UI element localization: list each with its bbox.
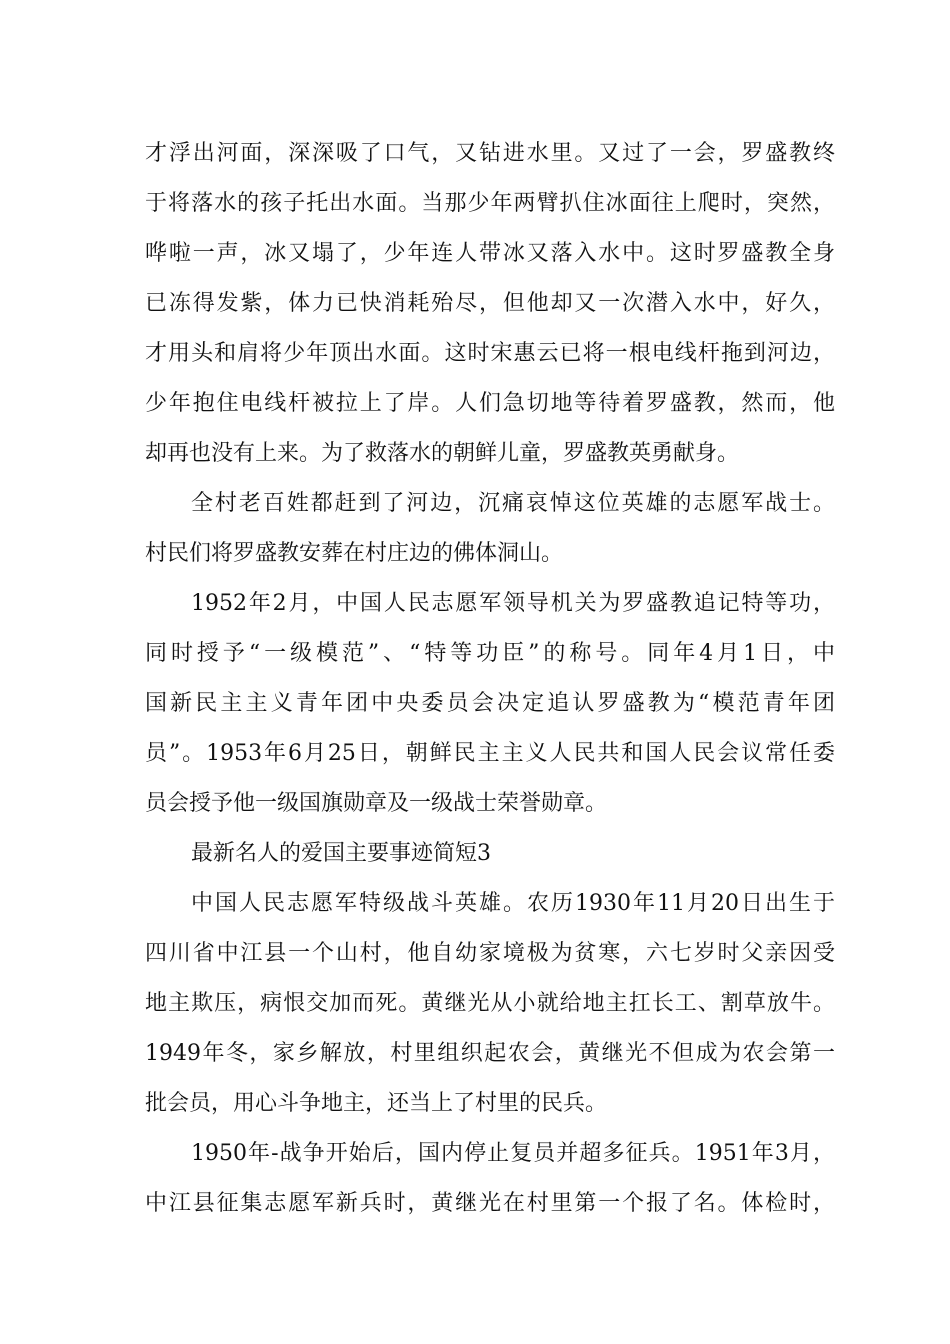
text-line: 少年抱住电线杆被拉上了岸。人们急切地等待着罗盛教，然而，他 — [145, 391, 835, 416]
paragraph-start-line: 全村老百姓都赶到了河边，沉痛哀悼这位英雄的志愿军战士。 — [191, 491, 835, 516]
text-line: 于将落水的孩子托出水面。当那少年两臂扒住冰面往上爬时，突然， — [145, 191, 835, 216]
text-line: 才用头和肩将少年顶出水面。这时宋惠云已将一根电线杆拖到河边， — [145, 341, 835, 366]
text-line: 员会授予他一级国旗勋章及一级战士荣誉勋章。 — [145, 791, 608, 816]
text-line: 员”。1953年6月25日，朝鲜民主主义人民共和国人民会议常任委 — [145, 741, 835, 766]
text-line: 却再也没有上来。为了救落水的朝鲜儿童，罗盛教英勇献身。 — [145, 441, 740, 466]
text-line: 才浮出河面，深深吸了口气，又钻进水里。又过了一会，罗盛教终 — [145, 141, 835, 166]
text-line: 哗啦一声，冰又塌了，少年连人带冰又落入水中。这时罗盛教全身 — [145, 241, 835, 266]
text-line: 同时授予“一级模范”、“特等功臣”的称号。同年4月1日，中 — [145, 641, 835, 666]
document-body — [145, 129, 835, 1229]
text-line: 批会员，用心斗争地主，还当上了村里的民兵。 — [145, 1091, 608, 1116]
text-line: 国新民主主义青年团中央委员会决定追认罗盛教为“模范青年团 — [145, 691, 835, 716]
text-line: 1949年冬，家乡解放，村里组织起农会，黄继光不但成为农会第一 — [145, 1041, 835, 1066]
text-line: 已冻得发紫，体力已快消耗殆尽，但他却又一次潜入水中，好久， — [145, 291, 835, 316]
text-line: 四川省中江县一个山村，他自幼家境极为贫寒，六七岁时父亲因受 — [145, 941, 835, 966]
text-line: 地主欺压，病恨交加而死。黄继光从小就给地主扛长工、割草放牛。 — [145, 991, 835, 1016]
paragraph-start-line: 1952年2月，中国人民志愿军领导机关为罗盛教追记特等功， — [191, 591, 835, 616]
text-line: 中江县征集志愿军新兵时，黄继光在村里第一个报了名。体检时， — [145, 1191, 835, 1216]
section-heading: 最新名人的爱国主要事迹简短3 — [191, 841, 491, 866]
paragraph-start-line: 中国人民志愿军特级战斗英雄。农历1930年11月20日出生于 — [191, 891, 835, 916]
text-line: 村民们将罗盛教安葬在村庄边的佛体洞山。 — [145, 541, 564, 566]
paragraph-start-line: 1950年-战争开始后，国内停止复员并超多征兵。1951年3月， — [191, 1141, 835, 1166]
